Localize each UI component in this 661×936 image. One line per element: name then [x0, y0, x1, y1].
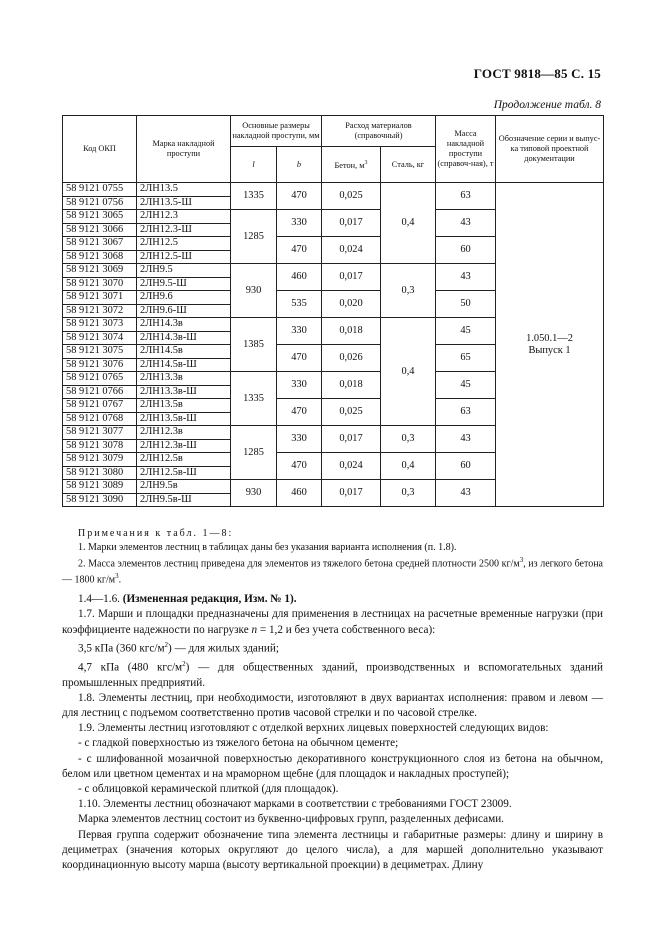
cell-l: 1335	[231, 183, 277, 210]
cell-b: 470	[277, 345, 322, 372]
cell-mark: 2ЛН9.5	[137, 264, 231, 278]
cell-mark: 2ЛН13.3в-Ш	[137, 385, 231, 399]
cell-l: 1335	[231, 372, 277, 426]
table-row	[63, 183, 604, 197]
cell-mark: 2ЛН9.6	[137, 291, 231, 305]
cell-code: 58 9121 0767	[63, 399, 137, 413]
col-header-code: Код ОКП	[63, 116, 137, 183]
cell-steel: 0,3	[381, 426, 436, 453]
cell-code: 58 9121 3080	[63, 466, 137, 480]
cell-concrete: 0,017	[322, 264, 381, 291]
cell-code: 58 9121 3075	[63, 345, 137, 359]
cell-mass: 45	[436, 372, 496, 399]
cell-mass: 65	[436, 345, 496, 372]
cell-code: 58 9121 0765	[63, 372, 137, 386]
document-body	[62, 528, 603, 873]
col-header-series: Обозначение серии и выпус-ка типовой проектной документации	[496, 116, 604, 183]
cell-concrete: 0,018	[322, 318, 381, 345]
cell-mark: 2ЛН14.5в	[137, 345, 231, 359]
cell-b: 330	[277, 426, 322, 453]
cell-code: 58 9121 0768	[63, 412, 137, 426]
cell-mass: 43	[436, 426, 496, 453]
cell-b: 470	[277, 453, 322, 480]
cell-mark: 2ЛН14.3в	[137, 318, 231, 332]
cell-b: 460	[277, 480, 322, 507]
cell-mass: 50	[436, 291, 496, 318]
cell-code: 58 9121 3074	[63, 331, 137, 345]
cell-code: 58 9121 3077	[63, 426, 137, 440]
series-line-2: Выпуск 1	[528, 344, 571, 356]
cell-mass: 43	[436, 480, 496, 507]
col-header-mark: Марка накладной проступи	[137, 116, 231, 183]
cell-steel: 0,4	[381, 453, 436, 480]
cell-code: 58 9121 3072	[63, 304, 137, 318]
cell-b: 470	[277, 399, 322, 426]
para-1-4: 1.4—1.6. (Измененная редакция, Изм. № 1).	[78, 593, 297, 606]
para-1-10-c: Первая группа содержит обозначение типа элемента лестницы и габаритные размеры: длину и ширину в дециметрах (значения которых округляют до целого числа), а для маршей дополнительно указывают координационную высоту марша (высоту вертикальной проекции) в дециметрах. Длину	[62, 828, 603, 872]
cell-code: 58 9121 3089	[63, 480, 137, 494]
cell-concrete: 0,026	[322, 345, 381, 372]
page-header: ГОСТ 9818—85 С. 15	[473, 66, 601, 81]
cell-concrete: 0,017	[322, 426, 381, 453]
cell-steel: 0,4	[381, 183, 436, 264]
bullet-1: - с гладкой поверхностью из тяжелого бетона на обычном цементе;	[78, 737, 399, 750]
cell-concrete: 0,020	[322, 291, 381, 318]
cell-l: 1285	[231, 210, 277, 264]
cell-mark: 2ЛН12.3в-Ш	[137, 439, 231, 453]
cell-concrete: 0,017	[322, 480, 381, 507]
cell-concrete: 0,024	[322, 237, 381, 264]
cell-code: 58 9121 0755	[63, 183, 137, 197]
cell-mark: 2ЛН12.5-Ш	[137, 250, 231, 264]
col-header-dims: Основные размеры накладной проступи, мм	[231, 116, 322, 147]
cell-concrete: 0,018	[322, 372, 381, 399]
cell-mass: 63	[436, 183, 496, 210]
cell-code: 58 9121 3068	[63, 250, 137, 264]
cell-code: 58 9121 0766	[63, 385, 137, 399]
cell-l: 1385	[231, 318, 277, 372]
cell-l: 930	[231, 264, 277, 318]
bullet-2: - с шлифованной мозаичной поверхностью декоративного конструкционного слоя из бетона на обычном, белом или цветном цементах и на мраморном щебне (для площадок и накладных проступей);	[62, 752, 603, 780]
cell-l: 930	[231, 480, 277, 507]
cell-mark: 2ЛН9.5в-Ш	[137, 493, 231, 507]
cell-b: 330	[277, 372, 322, 399]
load-residential: 3,5 кПа (360 кгс/$м^2$) — для жилых зданий;	[78, 640, 279, 655]
series-line-1: 1.050.1—2	[526, 332, 573, 344]
cell-mass: 43	[436, 210, 496, 237]
col-header-concrete: Бетон, $м^3$	[322, 147, 381, 183]
cell-mark: 2ЛН13.5	[137, 183, 231, 197]
cell-steel: 0,4	[381, 318, 436, 426]
table-8-continued	[62, 115, 604, 507]
cell-code: 58 9121 3078	[63, 439, 137, 453]
cell-mass: 45	[436, 318, 496, 345]
cell-mark: 2ЛН13.5в-Ш	[137, 412, 231, 426]
cell-code: 58 9121 3069	[63, 264, 137, 278]
cell-code: 58 9121 3076	[63, 358, 137, 372]
note-2: 2. Масса элементов лестниц приведена для элементов из тяжелого бетона средней плотности 2500 $кг/м^3$, из легкого бетона — 1800 $кг/м^3$.	[62, 555, 603, 586]
para-1-10: 1.10. Элементы лестниц обозначают марками в соответствии с требованиями ГОСТ 23009.	[78, 798, 512, 811]
cell-series	[496, 183, 604, 507]
cell-concrete: 0,025	[322, 399, 381, 426]
cell-concrete: 0,025	[322, 183, 381, 210]
cell-b: 535	[277, 291, 322, 318]
cell-code: 58 9121 3073	[63, 318, 137, 332]
para-1-7: 1.7. Марши и площадки предназначены для применения в лестницах на расчетные временные нагрузки (при коэффициенте надежности по нагрузке n = 1,2 и без учета собственного веса):	[62, 608, 603, 636]
cell-mark: 2ЛН12.3-Ш	[137, 223, 231, 237]
cell-mark: 2ЛН9.5в	[137, 480, 231, 494]
cell-mass: 60	[436, 237, 496, 264]
cell-mark: 2ЛН12.5в	[137, 453, 231, 467]
cell-b: 330	[277, 210, 322, 237]
cell-code: 58 9121 3079	[63, 453, 137, 467]
cell-mass: 63	[436, 399, 496, 426]
cell-mark: 2ЛН12.5в-Ш	[137, 466, 231, 480]
col-header-l: l	[231, 147, 277, 183]
cell-mark: 2ЛН12.3	[137, 210, 231, 224]
cell-mark: 2ЛН9.6-Ш	[137, 304, 231, 318]
cell-l: 1285	[231, 426, 277, 480]
cell-code: 58 9121 3065	[63, 210, 137, 224]
cell-code: 58 9121 0756	[63, 196, 137, 210]
cell-code: 58 9121 3090	[63, 493, 137, 507]
cell-concrete: 0,017	[322, 210, 381, 237]
cell-b: 330	[277, 318, 322, 345]
load-public: 4,7 кПа (480 кгс/$м^2$) — для общественных зданий, производственных и вспомогательных зданий промышленных предприятий.	[62, 659, 603, 689]
cell-steel: 0,3	[381, 264, 436, 318]
cell-concrete: 0,024	[322, 453, 381, 480]
cell-mass: 43	[436, 264, 496, 291]
para-1-9: 1.9. Элементы лестниц изготовляют с отделкой верхних лицевых поверхностей следующих видов:	[78, 722, 549, 735]
para-1-8: 1.8. Элементы лестниц, при необходимости, изготовляют в двух вариантах исполнения: правом и левом — для лестниц с подъемом соответственно против часовой стрелки и по часовой стрелке.	[62, 691, 603, 720]
cell-code: 58 9121 3067	[63, 237, 137, 251]
cell-b: 470	[277, 183, 322, 210]
cell-b: 460	[277, 264, 322, 291]
cell-mark: 2ЛН9.5-Ш	[137, 277, 231, 291]
cell-b: 470	[277, 237, 322, 264]
cell-mass: 60	[436, 453, 496, 480]
notes-heading: Примечания к табл. 1—8:	[78, 528, 234, 539]
cell-mark: 2ЛН14.5в-Ш	[137, 358, 231, 372]
table-continuation-label: Продолжение табл. 8	[493, 99, 601, 111]
cell-mark: 2ЛН13.5в	[137, 399, 231, 413]
col-header-mass: Масса накладной проступи (справоч-ная), т	[436, 116, 496, 183]
cell-code: 58 9121 3071	[63, 291, 137, 305]
cell-mark: 2ЛН14.3в-Ш	[137, 331, 231, 345]
note-1: 1. Марки элементов лестниц в таблицах даны без указания варианта исполнения (п. 1.8).	[78, 541, 457, 553]
cell-mark: 2ЛН12.3в	[137, 426, 231, 440]
cell-mark: 2ЛН13.5-Ш	[137, 196, 231, 210]
cell-code: 58 9121 3066	[63, 223, 137, 237]
col-header-steel: Сталь, кг	[381, 147, 436, 183]
col-header-b: b	[277, 147, 322, 183]
bullet-3: - с облицовкой керамической плиткой (для площадок).	[78, 783, 339, 796]
col-header-consumption: Расход материалов (справочный)	[322, 116, 436, 147]
cell-mark: 2ЛН13.3в	[137, 372, 231, 386]
cell-mark: 2ЛН12.5	[137, 237, 231, 251]
para-1-10-b: Марка элементов лестниц состоит из буквенно-цифровых групп, разделенных дефисами.	[78, 813, 504, 826]
cell-steel: 0,3	[381, 480, 436, 507]
cell-code: 58 9121 3070	[63, 277, 137, 291]
